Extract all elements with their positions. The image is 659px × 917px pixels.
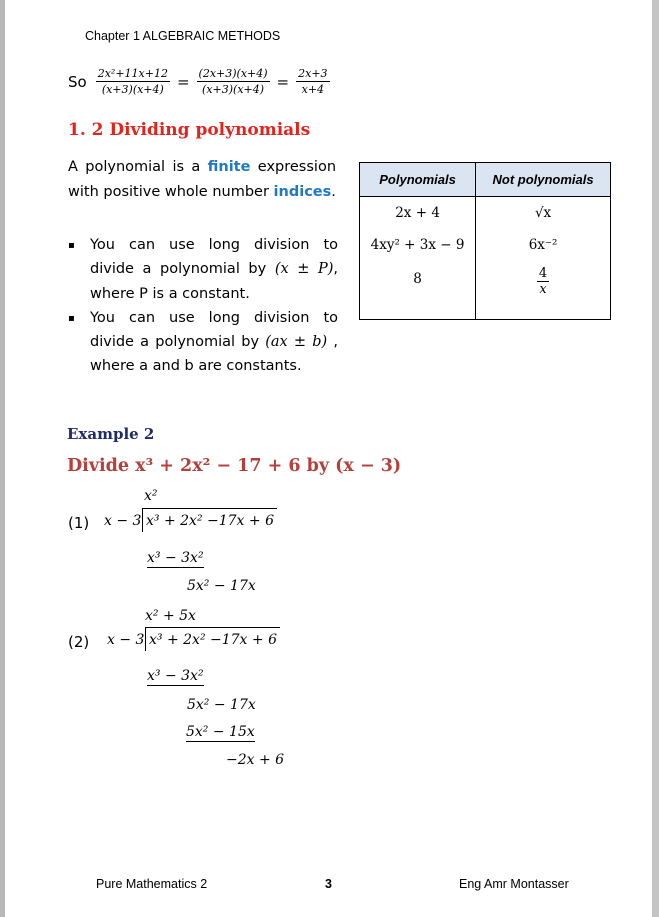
table-cell: 8 [360, 261, 476, 320]
step1-division-bar [143, 508, 277, 509]
fraction-3-numerator: 2x+3 [298, 67, 328, 80]
step2-quotient: x² + 5x [145, 608, 196, 624]
step1-dividend: x³ + 2x² −17x + 6 [146, 513, 274, 529]
intro-text-3: . [331, 183, 336, 200]
fraction-2-denominator: (x+3)(x+4) [202, 83, 265, 96]
page-edge-right [652, 0, 659, 917]
equals-sign-2: = [276, 72, 290, 91]
fraction-denominator: x [539, 282, 547, 297]
section-title: 1. 2 Dividing polynomials [68, 120, 311, 140]
step1-subtraction: x³ − 3x² [147, 550, 204, 566]
example-instruction: Divide x³ + 2x² − 17 + 6 by (x − 3) [67, 456, 402, 476]
footer-course: Pure Mathematics 2 [96, 877, 208, 891]
fraction-numerator: 4 [538, 266, 548, 281]
table-row [360, 261, 611, 320]
bullet-list [68, 233, 338, 379]
fraction-3-denominator: x+4 [301, 83, 325, 96]
indices-keyword: indices [273, 183, 332, 200]
equals-sign-1: = [176, 72, 190, 91]
step1-label: (1) [68, 514, 90, 532]
table-row [360, 197, 611, 230]
fraction-3 [296, 66, 329, 97]
table-cell: 4xy² + 3x − 9 [360, 229, 476, 261]
footer-author: Eng Amr Montasser [459, 877, 569, 891]
bullet-math: (ax ± b) [265, 334, 328, 351]
header-not-polynomials: Not polynomials [476, 163, 611, 197]
simplification-line [68, 66, 333, 97]
fraction-1 [96, 66, 170, 97]
table-cell: 2x + 4 [360, 197, 476, 230]
step2-division-bracket [145, 627, 146, 651]
intro-paragraph [68, 155, 336, 204]
list-item [68, 233, 338, 306]
step2-divisor: x − 3 [107, 632, 145, 648]
bullet-text: You can use long division to divide a polynomial by (ax ± b) , where a and b are constants. [90, 309, 339, 375]
fraction-2 [197, 66, 270, 97]
intro-text-1: A polynomial is a [68, 159, 201, 175]
step2-division-bar [146, 627, 280, 628]
table-cell: 6x⁻² [476, 229, 611, 261]
table-row [360, 229, 611, 261]
table-cell: √x [476, 197, 611, 230]
bullet-math: (x ± P) [274, 261, 334, 278]
step2-remainder-2: −2x + 6 [226, 752, 285, 768]
bullet-marker: ▪ [68, 240, 75, 251]
header-polynomials: Polynomials [360, 163, 476, 197]
step1-divisor: x − 3 [104, 513, 142, 529]
so-label: So [68, 72, 87, 91]
chapter-header: Chapter 1 ALGEBRAIC METHODS [85, 29, 281, 43]
fraction-2-numerator: (2x+3)(x+4) [198, 67, 268, 80]
table-header-row [360, 163, 611, 197]
step1-remainder: 5x² − 17x [187, 578, 256, 594]
fraction-1-numerator: 2x²+11x+12 [97, 67, 168, 80]
bullet-text: You can use long division to divide a polynomial by (x ± P), where P is a constant. [90, 237, 338, 302]
example-title: Example 2 [67, 425, 155, 443]
page-edge-left [0, 0, 5, 917]
step2-label: (2) [68, 633, 90, 651]
step1-division-bracket [142, 508, 143, 532]
step2-dividend: x³ + 2x² −17x + 6 [149, 632, 277, 648]
intro-text-2: expression with positive whole number [68, 159, 337, 200]
finite-keyword: finite [207, 159, 251, 175]
step2-subtraction-1: x³ − 3x² [147, 668, 204, 684]
step2-subtraction-2: 5x² − 15x [186, 724, 255, 740]
bullet-marker: ▪ [68, 312, 75, 324]
table-cell [476, 261, 611, 320]
fraction-four-over-x [537, 266, 549, 297]
step1-quotient: x² [144, 488, 158, 504]
list-item [68, 306, 338, 379]
fraction-1-denominator: (x+3)(x+4) [101, 83, 164, 96]
polynomials-table [359, 162, 611, 320]
step2-remainder-1: 5x² − 17x [187, 697, 256, 713]
page-number: 3 [325, 877, 332, 891]
